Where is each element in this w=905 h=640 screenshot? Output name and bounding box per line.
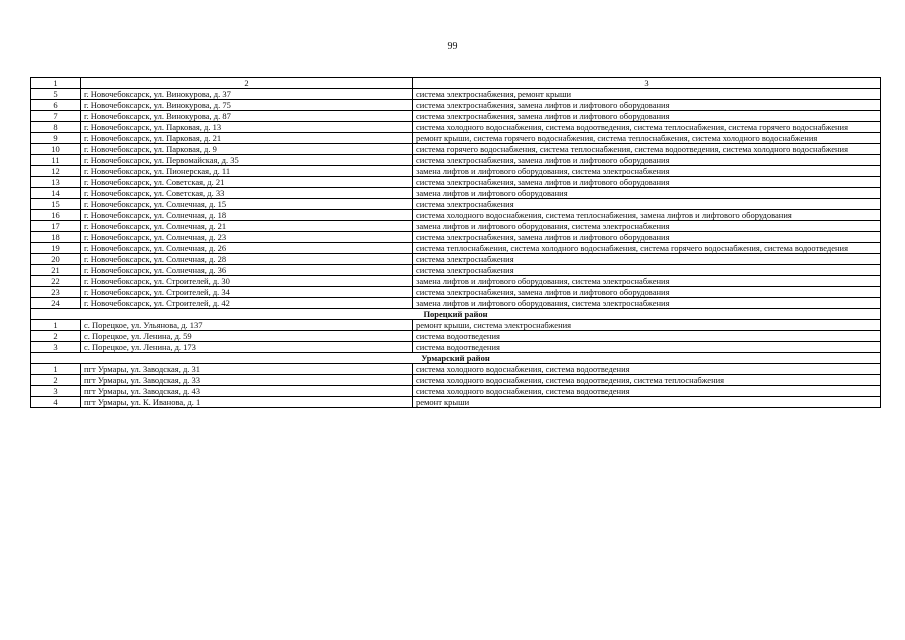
address-cell: пгт Урмары, ул. Заводская, д. 33 — [81, 375, 413, 386]
table-row — [31, 254, 881, 265]
address-cell: с. Порецкое, ул. Ульянова, д. 137 — [81, 320, 413, 331]
address-cell: г. Новочебоксарск, ул. Строителей, д. 30 — [81, 276, 413, 287]
works-cell: система электроснабжения, замена лифтов и лифтового оборудования — [413, 155, 881, 166]
table-row — [31, 397, 881, 408]
page-number: 99 — [447, 41, 458, 52]
table-body — [31, 78, 881, 408]
table-row — [31, 221, 881, 232]
works-cell: система электроснабжения — [413, 265, 881, 276]
address-cell: пгт Урмары, ул. Заводская, д. 31 — [81, 364, 413, 375]
address-cell: г. Новочебоксарск, ул. Солнечная, д. 23 — [81, 232, 413, 243]
row-number-cell: 1 — [31, 320, 81, 331]
works-cell: система водоотведения — [413, 342, 881, 353]
section-title: Порецкий район — [31, 309, 881, 320]
works-cell: система холодного водоснабжения, система теплоснабжения, замена лифтов и лифтового оборудования — [413, 210, 881, 221]
table-row — [31, 331, 881, 342]
works-cell: система холодного водоснабжения, система водоотведения — [413, 364, 881, 375]
works-cell: замена лифтов и лифтового оборудования, система электроснабжения — [413, 221, 881, 232]
table-row — [31, 375, 881, 386]
address-cell: г. Новочебоксарск, ул. Солнечная, д. 18 — [81, 210, 413, 221]
table-row — [31, 210, 881, 221]
address-cell: г. Новочебоксарск, ул. Солнечная, д. 15 — [81, 199, 413, 210]
address-cell: г. Новочебоксарск, ул. Солнечная, д. 28 — [81, 254, 413, 265]
row-number-cell: 13 — [31, 177, 81, 188]
address-cell: г. Новочебоксарск, ул. Винокурова, д. 75 — [81, 100, 413, 111]
table-row — [31, 133, 881, 144]
table-row — [31, 89, 881, 100]
address-cell: г. Новочебоксарск, ул. Парковая, д. 9 — [81, 144, 413, 155]
table-row — [31, 243, 881, 254]
address-cell: г. Новочебоксарск, ул. Советская, д. 33 — [81, 188, 413, 199]
works-cell: замена лифтов и лифтового оборудования, система электроснабжения — [413, 298, 881, 309]
works-cell: система электроснабжения, замена лифтов и лифтового оборудования — [413, 177, 881, 188]
row-number-cell: 12 — [31, 166, 81, 177]
table-header-row — [31, 78, 881, 89]
section-row — [31, 353, 881, 364]
row-number-cell: 17 — [31, 221, 81, 232]
works-cell: система электроснабжения — [413, 254, 881, 265]
row-number-cell: 21 — [31, 265, 81, 276]
row-number-cell: 22 — [31, 276, 81, 287]
address-cell: г. Новочебоксарск, ул. Винокурова, д. 37 — [81, 89, 413, 100]
works-cell: система холодного водоснабжения, система водоотведения — [413, 386, 881, 397]
row-number-cell: 23 — [31, 287, 81, 298]
works-cell: система электроснабжения — [413, 199, 881, 210]
column-header-address: 2 — [81, 78, 413, 89]
row-number-cell: 4 — [31, 397, 81, 408]
row-number-cell: 6 — [31, 100, 81, 111]
table-row — [31, 276, 881, 287]
address-cell: г. Новочебоксарск, ул. Солнечная, д. 36 — [81, 265, 413, 276]
table-row — [31, 287, 881, 298]
address-cell: г. Новочебоксарск, ул. Первомайская, д. 35 — [81, 155, 413, 166]
table-row — [31, 320, 881, 331]
address-cell: г. Новочебоксарск, ул. Парковая, д. 21 — [81, 133, 413, 144]
row-number-cell: 2 — [31, 375, 81, 386]
row-number-cell: 5 — [31, 89, 81, 100]
column-header-number: 1 — [31, 78, 81, 89]
works-cell: ремонт крыши — [413, 397, 881, 408]
section-row — [31, 309, 881, 320]
works-cell: система электроснабжения, замена лифтов и лифтового оборудования — [413, 111, 881, 122]
row-number-cell: 15 — [31, 199, 81, 210]
works-cell: система холодного водоснабжения, система водоотведения, система теплоснабжения — [413, 375, 881, 386]
address-cell: г. Новочебоксарск, ул. Строителей, д. 42 — [81, 298, 413, 309]
table-row — [31, 155, 881, 166]
row-number-cell: 1 — [31, 364, 81, 375]
table-row — [31, 100, 881, 111]
row-number-cell: 18 — [31, 232, 81, 243]
works-cell: система теплоснабжения, система холодного водоснабжения, система горячего водоснабжения, система водоотведения — [413, 243, 881, 254]
table-row — [31, 144, 881, 155]
address-cell: г. Новочебоксарск, ул. Солнечная, д. 26 — [81, 243, 413, 254]
row-number-cell: 20 — [31, 254, 81, 265]
section-title: Урмарский район — [31, 353, 881, 364]
table-row — [31, 232, 881, 243]
works-cell: система холодного водоснабжения, система водоотведения, система теплоснабжения, система горячего водоснабжения — [413, 122, 881, 133]
row-number-cell: 24 — [31, 298, 81, 309]
table-row — [31, 177, 881, 188]
address-cell: пгт Урмары, ул. Заводская, д. 43 — [81, 386, 413, 397]
address-cell: пгт Урмары, ул. К. Иванова, д. 1 — [81, 397, 413, 408]
works-cell: ремонт крыши, система электроснабжения — [413, 320, 881, 331]
table-row — [31, 265, 881, 276]
table-row — [31, 188, 881, 199]
works-cell: ремонт крыши, система горячего водоснабжения, система теплоснабжения, система холодного водоснабжения — [413, 133, 881, 144]
row-number-cell: 10 — [31, 144, 81, 155]
works-cell: система электроснабжения, замена лифтов и лифтового оборудования — [413, 232, 881, 243]
row-number-cell: 14 — [31, 188, 81, 199]
row-number-cell: 9 — [31, 133, 81, 144]
works-cell: замена лифтов и лифтового оборудования — [413, 188, 881, 199]
repair-table — [30, 77, 881, 408]
table-row — [31, 199, 881, 210]
works-cell: система водоотведения — [413, 331, 881, 342]
address-cell: г. Новочебоксарск, ул. Строителей, д. 34 — [81, 287, 413, 298]
row-number-cell: 16 — [31, 210, 81, 221]
address-cell: г. Новочебоксарск, ул. Пионерская, д. 11 — [81, 166, 413, 177]
row-number-cell: 8 — [31, 122, 81, 133]
table-row — [31, 386, 881, 397]
address-cell: г. Новочебоксарск, ул. Солнечная, д. 21 — [81, 221, 413, 232]
table-row — [31, 166, 881, 177]
row-number-cell: 3 — [31, 342, 81, 353]
address-cell: с. Порецкое, ул. Ленина, д. 173 — [81, 342, 413, 353]
table-row — [31, 111, 881, 122]
table-row — [31, 364, 881, 375]
row-number-cell: 11 — [31, 155, 81, 166]
works-cell: система горячего водоснабжения, система теплоснабжения, система водоотведения, система холодного водоснабжения — [413, 144, 881, 155]
works-cell: система электроснабжения, замена лифтов и лифтового оборудования — [413, 100, 881, 111]
address-cell: г. Новочебоксарск, ул. Советская, д. 21 — [81, 177, 413, 188]
row-number-cell: 7 — [31, 111, 81, 122]
works-cell: система электроснабжения, замена лифтов и лифтового оборудования — [413, 287, 881, 298]
column-header-works: 3 — [413, 78, 881, 89]
works-cell: замена лифтов и лифтового оборудования, система электроснабжения — [413, 166, 881, 177]
row-number-cell: 19 — [31, 243, 81, 254]
table-row — [31, 342, 881, 353]
works-cell: система электроснабжения, ремонт крыши — [413, 89, 881, 100]
row-number-cell: 3 — [31, 386, 81, 397]
row-number-cell: 2 — [31, 331, 81, 342]
works-cell: замена лифтов и лифтового оборудования, система электроснабжения — [413, 276, 881, 287]
address-cell: с. Порецкое, ул. Ленина, д. 59 — [81, 331, 413, 342]
address-cell: г. Новочебоксарск, ул. Парковая, д. 13 — [81, 122, 413, 133]
table-row — [31, 298, 881, 309]
table-row — [31, 122, 881, 133]
address-cell: г. Новочебоксарск, ул. Винокурова, д. 87 — [81, 111, 413, 122]
